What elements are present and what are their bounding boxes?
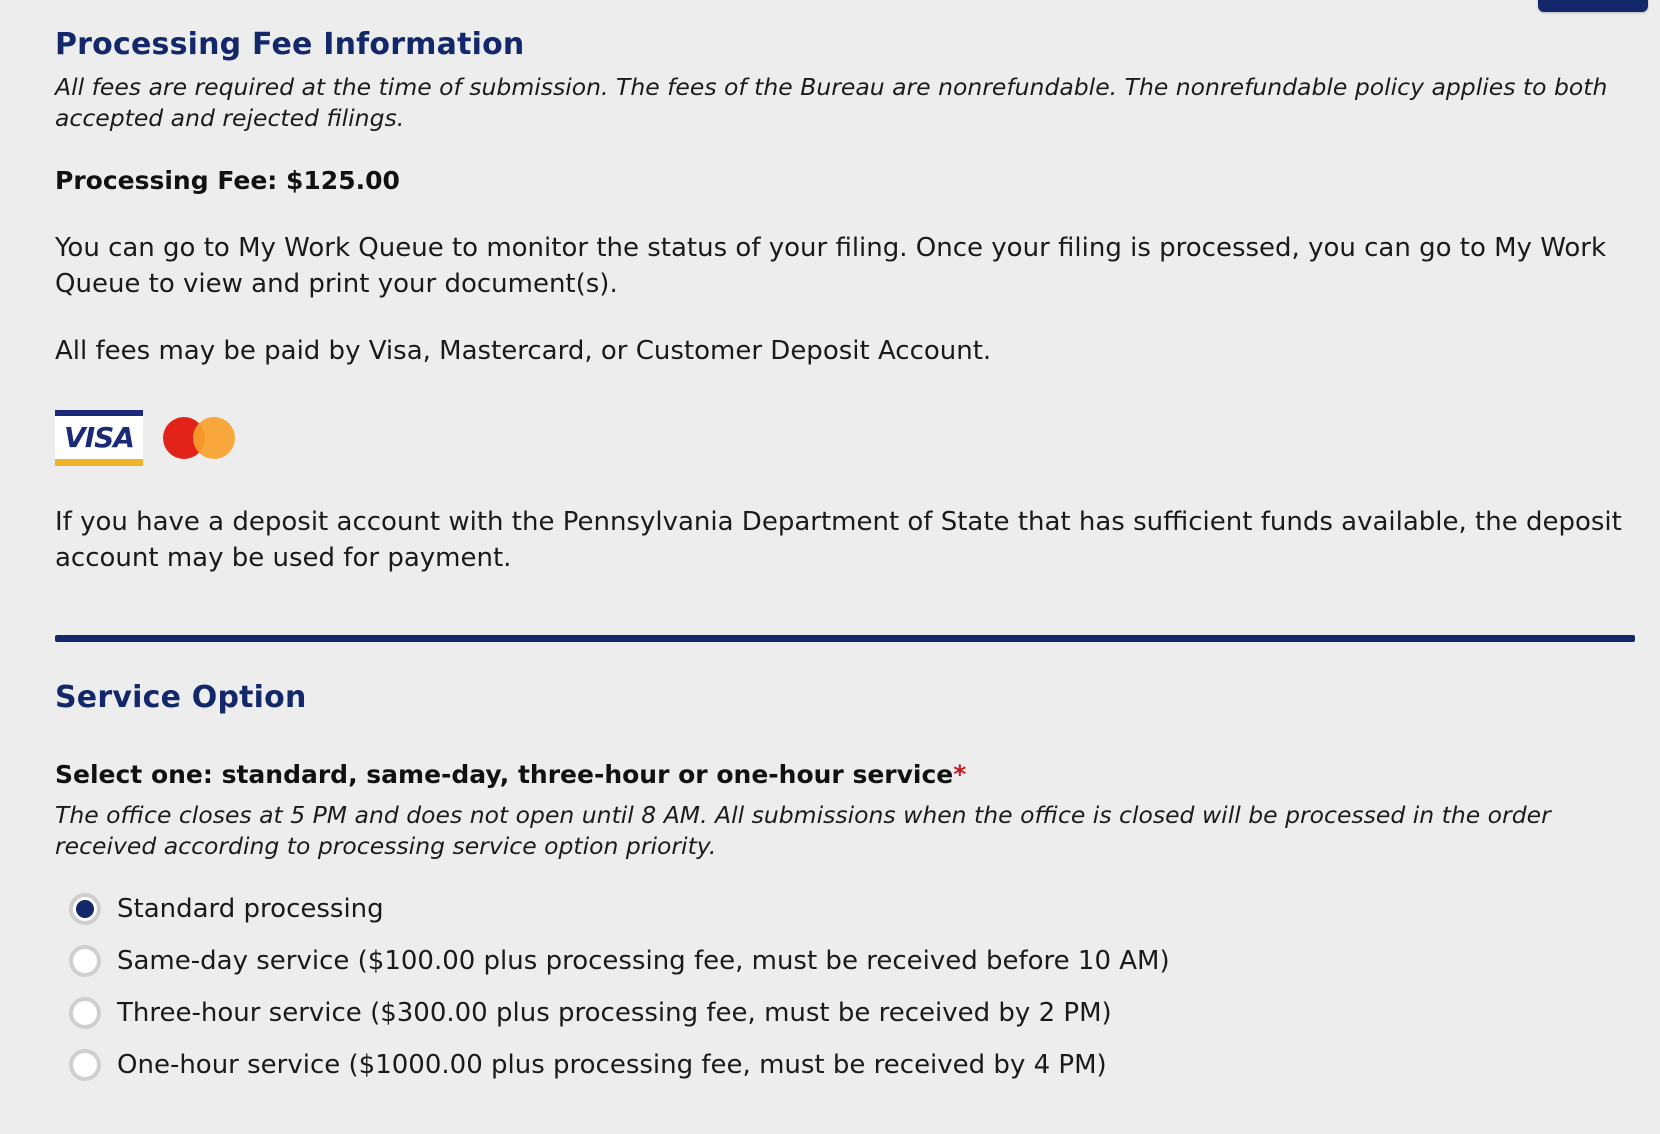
radio-label: Three-hour service ($300.00 plus processing fee, must be received by 2 PM) [117, 998, 1112, 1028]
top-action-button[interactable] [1538, 0, 1648, 12]
deposit-account-text: If you have a deposit account with the Pennsylvania Department of State that has sufficient funds available, the deposit account may be used for payment. [55, 507, 1622, 573]
work-queue-text: You can go to My Work Queue to monitor the status of your filing. Once your filing is processed, you can go to My Work Queue to view and print your document(s). [55, 233, 1607, 299]
fee-policy-note: All fees are required at the time of submission. The fees of the Bureau are nonrefundable. The nonrefundable policy applies to both accepted and rejected filings. [55, 73, 1608, 132]
radio-button[interactable] [69, 945, 101, 977]
required-marker: * [953, 760, 967, 789]
payment-card-icons [55, 409, 235, 467]
radio-option-same-day[interactable] [69, 935, 1170, 987]
radio-label: Standard processing [117, 894, 384, 924]
visa-card-icon [55, 410, 143, 466]
radio-option-one-hour[interactable] [69, 1039, 1170, 1091]
radio-button[interactable] [69, 1049, 101, 1081]
processing-fee-title: Processing Fee Information [55, 27, 525, 62]
office-hours-note: The office closes at 5 PM and does not open until 8 AM. All submissions when the office is closed will be processed in the order received according to processing service option priority. [55, 801, 1551, 860]
service-option-title: Service Option [55, 680, 307, 715]
radio-option-standard[interactable] [69, 883, 1170, 935]
radio-label: Same-day service ($100.00 plus processing fee, must be received before 10 AM) [117, 946, 1170, 976]
payment-methods-text: All fees may be paid by Visa, Mastercard, or Customer Deposit Account. [55, 336, 992, 366]
processing-fee-amount: Processing Fee: $125.00 [55, 166, 400, 195]
mastercard-icon [163, 415, 235, 461]
radio-button[interactable] [69, 997, 101, 1029]
radio-label: One-hour service ($1000.00 plus processing fee, must be received by 4 PM) [117, 1050, 1107, 1080]
radio-option-three-hour[interactable] [69, 987, 1170, 1039]
service-select-label-text: Select one: standard, same-day, three-hour or one-hour service [55, 760, 954, 789]
radio-button[interactable] [69, 893, 101, 925]
section-divider [55, 635, 1635, 642]
service-select-label [55, 760, 966, 789]
service-option-radio-group [69, 883, 1170, 1091]
visa-logo-text: VISA [64, 421, 134, 454]
